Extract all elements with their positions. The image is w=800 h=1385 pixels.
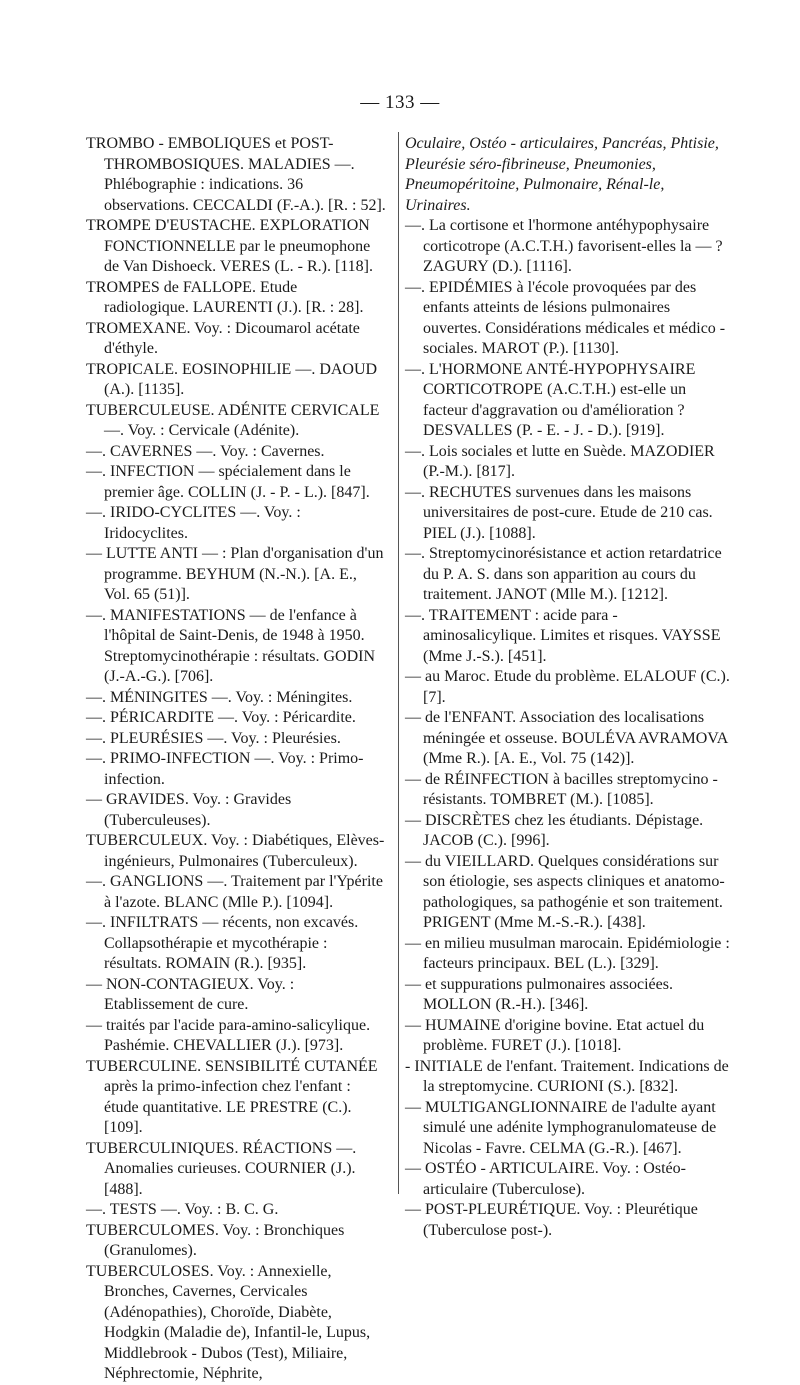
index-entry: —. TRAITEMENT : acide para - aminosalicylique. Limites et risques. VAYSSE (Mme J.-S.). [451].: [405, 606, 721, 665]
index-entry: — et suppurations pulmonaires associées. MOLLON (R.-H.). [346].: [405, 975, 673, 1013]
index-entry: —. Streptomycinorésistance et action retardatrice du P. A. S. dans son apparition au cours du traitement. JANOT (Mlle M.). [1212].: [405, 545, 722, 603]
index-entry: TROMEXANE. Voy. : Dicoumarol acétate d'éthyle.: [86, 319, 360, 357]
index-entry: — MULTIGANGLIONNAIRE de l'adulte ayant simulé une adénite lymphogranulomateuse de Nicolas - Favre. CELMA (G.-R.). [467].: [405, 1098, 717, 1157]
index-entry: TUBERCULEUX. Voy. : Diabétiques, Elèves-ingénieurs, Pulmonaires (Tuberculeux).: [86, 832, 385, 870]
index-entry: —. La cortisone et l'hormone antéhypophysaire corticotrope (A.C.T.H.) favorisent-elles la — ? ZAGURY (D.). [1116].: [405, 217, 723, 275]
index-entry: — de l'ENFANT. Association des localisations méningée et osseuse. BOULÉVA AVRAMOVA (Mme R.). [A. E., Vol. 75 (142)].: [405, 709, 728, 767]
index-entry: — OSTÉO - ARTICULAIRE. Voy. : Ostéo-articulaire (Tuberculose).: [405, 1160, 686, 1198]
index-entry: Oculaire, Ostéo - articulaires, Pancréas, Phtisie, Pleurésie séro-fibrineuse, Pneumonies, Pneumopéritoine, Pulmonaire, Rénal-le, Urinaires.: [405, 135, 719, 214]
index-entry: — HUMAINE d'origine bovine. Etat actuel du problème. FURET (J.). [1018].: [405, 1016, 705, 1054]
index-entry: —. MANIFESTATIONS — de l'enfance à l'hôpital de Saint-Denis, de 1948 à 1950. Streptomycinothérapie : résultats. GODIN (J.-A.-G.). [706].: [86, 606, 376, 685]
left-column: [86, 134, 386, 1385]
index-entry: — du VIEILLARD. Quelques considérations sur son étiologie, ses aspects cliniques et anatomo-pathologiques, sa pathogénie et son traitement. PRIGENT (Mme M.-S.-R.). [438].: [405, 852, 725, 931]
index-entry: - INITIALE de l'enfant. Traitement. Indications de la streptomycine. CURIONI (S.). [832].: [405, 1057, 729, 1095]
index-entry: — POST-PLEURÉTIQUE. Voy. : Pleurétique (Tuberculose post-).: [405, 1201, 698, 1239]
index-entry: — GRAVIDES. Voy. : Gravides (Tuberculeuses).: [86, 791, 292, 829]
index-entry: —. Lois sociales et lutte en Suède. MAZODIER (P.-M.). [817].: [405, 442, 715, 480]
index-entry: — DISCRÈTES chez les étudiants. Dépistage. JACOB (C.). [996].: [405, 811, 704, 849]
index-entry: —. IRIDO-CYCLITES —. Voy. : Iridocyclites.: [86, 504, 301, 542]
index-entry: TROMBO - EMBOLIQUES et POST-THROMBOSIQUES. MALADIES —. Phlébographie : indications. 36 observations. CECCALDI (F.-A.). [R. : 52].: [86, 135, 386, 214]
index-entry: —. EPIDÉMIES à l'école provoquées par des enfants atteints de lésions pulmonaires ouvertes. Considérations médicales et médico - sociales. MAROT (P.). [1130].: [405, 278, 726, 357]
index-entry: —. PLEURÉSIES —. Voy. : Pleurésies.: [86, 729, 341, 747]
index-entry: TROMPE D'EUSTACHE. EXPLORATION FONCTIONNELLE par le pneumophone de Van Dishoeck. VERES (L. - R.). [118].: [86, 217, 373, 275]
index-entry: TUBERCULOMES. Voy. : Bronchiques (Granulomes).: [86, 1221, 345, 1259]
column-divider: [398, 132, 399, 1194]
right-column: [405, 134, 731, 1241]
index-entry: — au Maroc. Etude du problème. ELALOUF (C.). [7].: [405, 668, 730, 706]
index-entry: TROMPES de FALLOPE. Etude radiologique. LAURENTI (J.). [R. : 28].: [86, 278, 364, 316]
index-entry: —. MÉNINGITES —. Voy. : Méningites.: [86, 688, 353, 706]
index-entry: —. GANGLIONS —. Traitement par l'Ypérite à l'azote. BLANC (Mlle P.). [1094].: [86, 873, 383, 911]
index-entry: —. INFILTRATS — récents, non excavés. Collapsothérapie et mycothérapie : résultats. ROMAIN (R.). [935].: [86, 914, 359, 972]
index-entry: —. TESTS —. Voy. : B. C. G.: [86, 1201, 279, 1218]
index-entry: —. CAVERNES —. Voy. : Cavernes.: [86, 442, 325, 460]
index-entry: — LUTTE ANTI — : Plan d'organisation d'un programme. BEYHUM (N.-N.). [A. E., Vol. 65 (51)].: [86, 545, 384, 603]
index-entry: — en milieu musulman marocain. Epidémiologie : facteurs principaux. BEL (L.). [329].: [405, 934, 730, 972]
page-number: — 133 —: [360, 92, 440, 113]
index-entry: —. L'HORMONE ANTÉ-HYPOPHYSAIRE CORTICOTROPE (A.C.T.H.) est-elle un facteur d'aggravation ou d'amélioration ? DESVALLES (P. - E. - J. - D.). [919].: [405, 360, 696, 439]
index-entry: —. INFECTION — spécialement dans le premier âge. COLLIN (J. - P. - L.). [847].: [86, 463, 370, 501]
index-entry: — NON-CONTAGIEUX. Voy. : Etablissement de cure.: [86, 975, 295, 1013]
index-entry: — de RÉINFECTION à bacilles streptomycino - résistants. TOMBRET (M.). [1085].: [405, 770, 718, 808]
index-entry: TUBERCULEUSE. ADÉNITE CERVICALE —. Voy. : Cervicale (Adénite).: [86, 401, 380, 439]
index-entry: — traités par l'acide para-amino-salicylique. Pashémie. CHEVALLIER (J.). [973].: [86, 1016, 371, 1054]
index-entry: TUBERCULINIQUES. RÉACTIONS —. Anomalies curieuses. COURNIER (J.). [488].: [86, 1139, 357, 1198]
index-entry: —. RECHUTES survenues dans les maisons universitaires de post-cure. Etude de 210 cas. PIEL (J.). [1088].: [405, 483, 713, 542]
index-entry: TUBERCULOSES. Voy. : Annexielle, Bronches, Cavernes, Cervicales (Adénopathies), Choroïde, Diabète, Hodgkin (Maladie de), Infantil-le, Lupus, Middlebrook - Dubos (Test), Miliaire, Néphrectomie, Néphrite,: [86, 1262, 371, 1382]
index-entry: —. PÉRICARDITE —. Voy. : Péricardite.: [86, 709, 356, 726]
index-entry: TUBERCULINE. SENSIBILITÉ CUTANÉE après la primo-infection chez l'enfant : étude quantitative. LE PRESTRE (C.). [109].: [86, 1057, 378, 1136]
index-entry: TROPICALE. EOSINOPHILIE —. DAOUD (A.). [1135].: [86, 360, 378, 398]
index-entry: —. PRIMO-INFECTION —. Voy. : Primo-infection.: [86, 750, 364, 788]
